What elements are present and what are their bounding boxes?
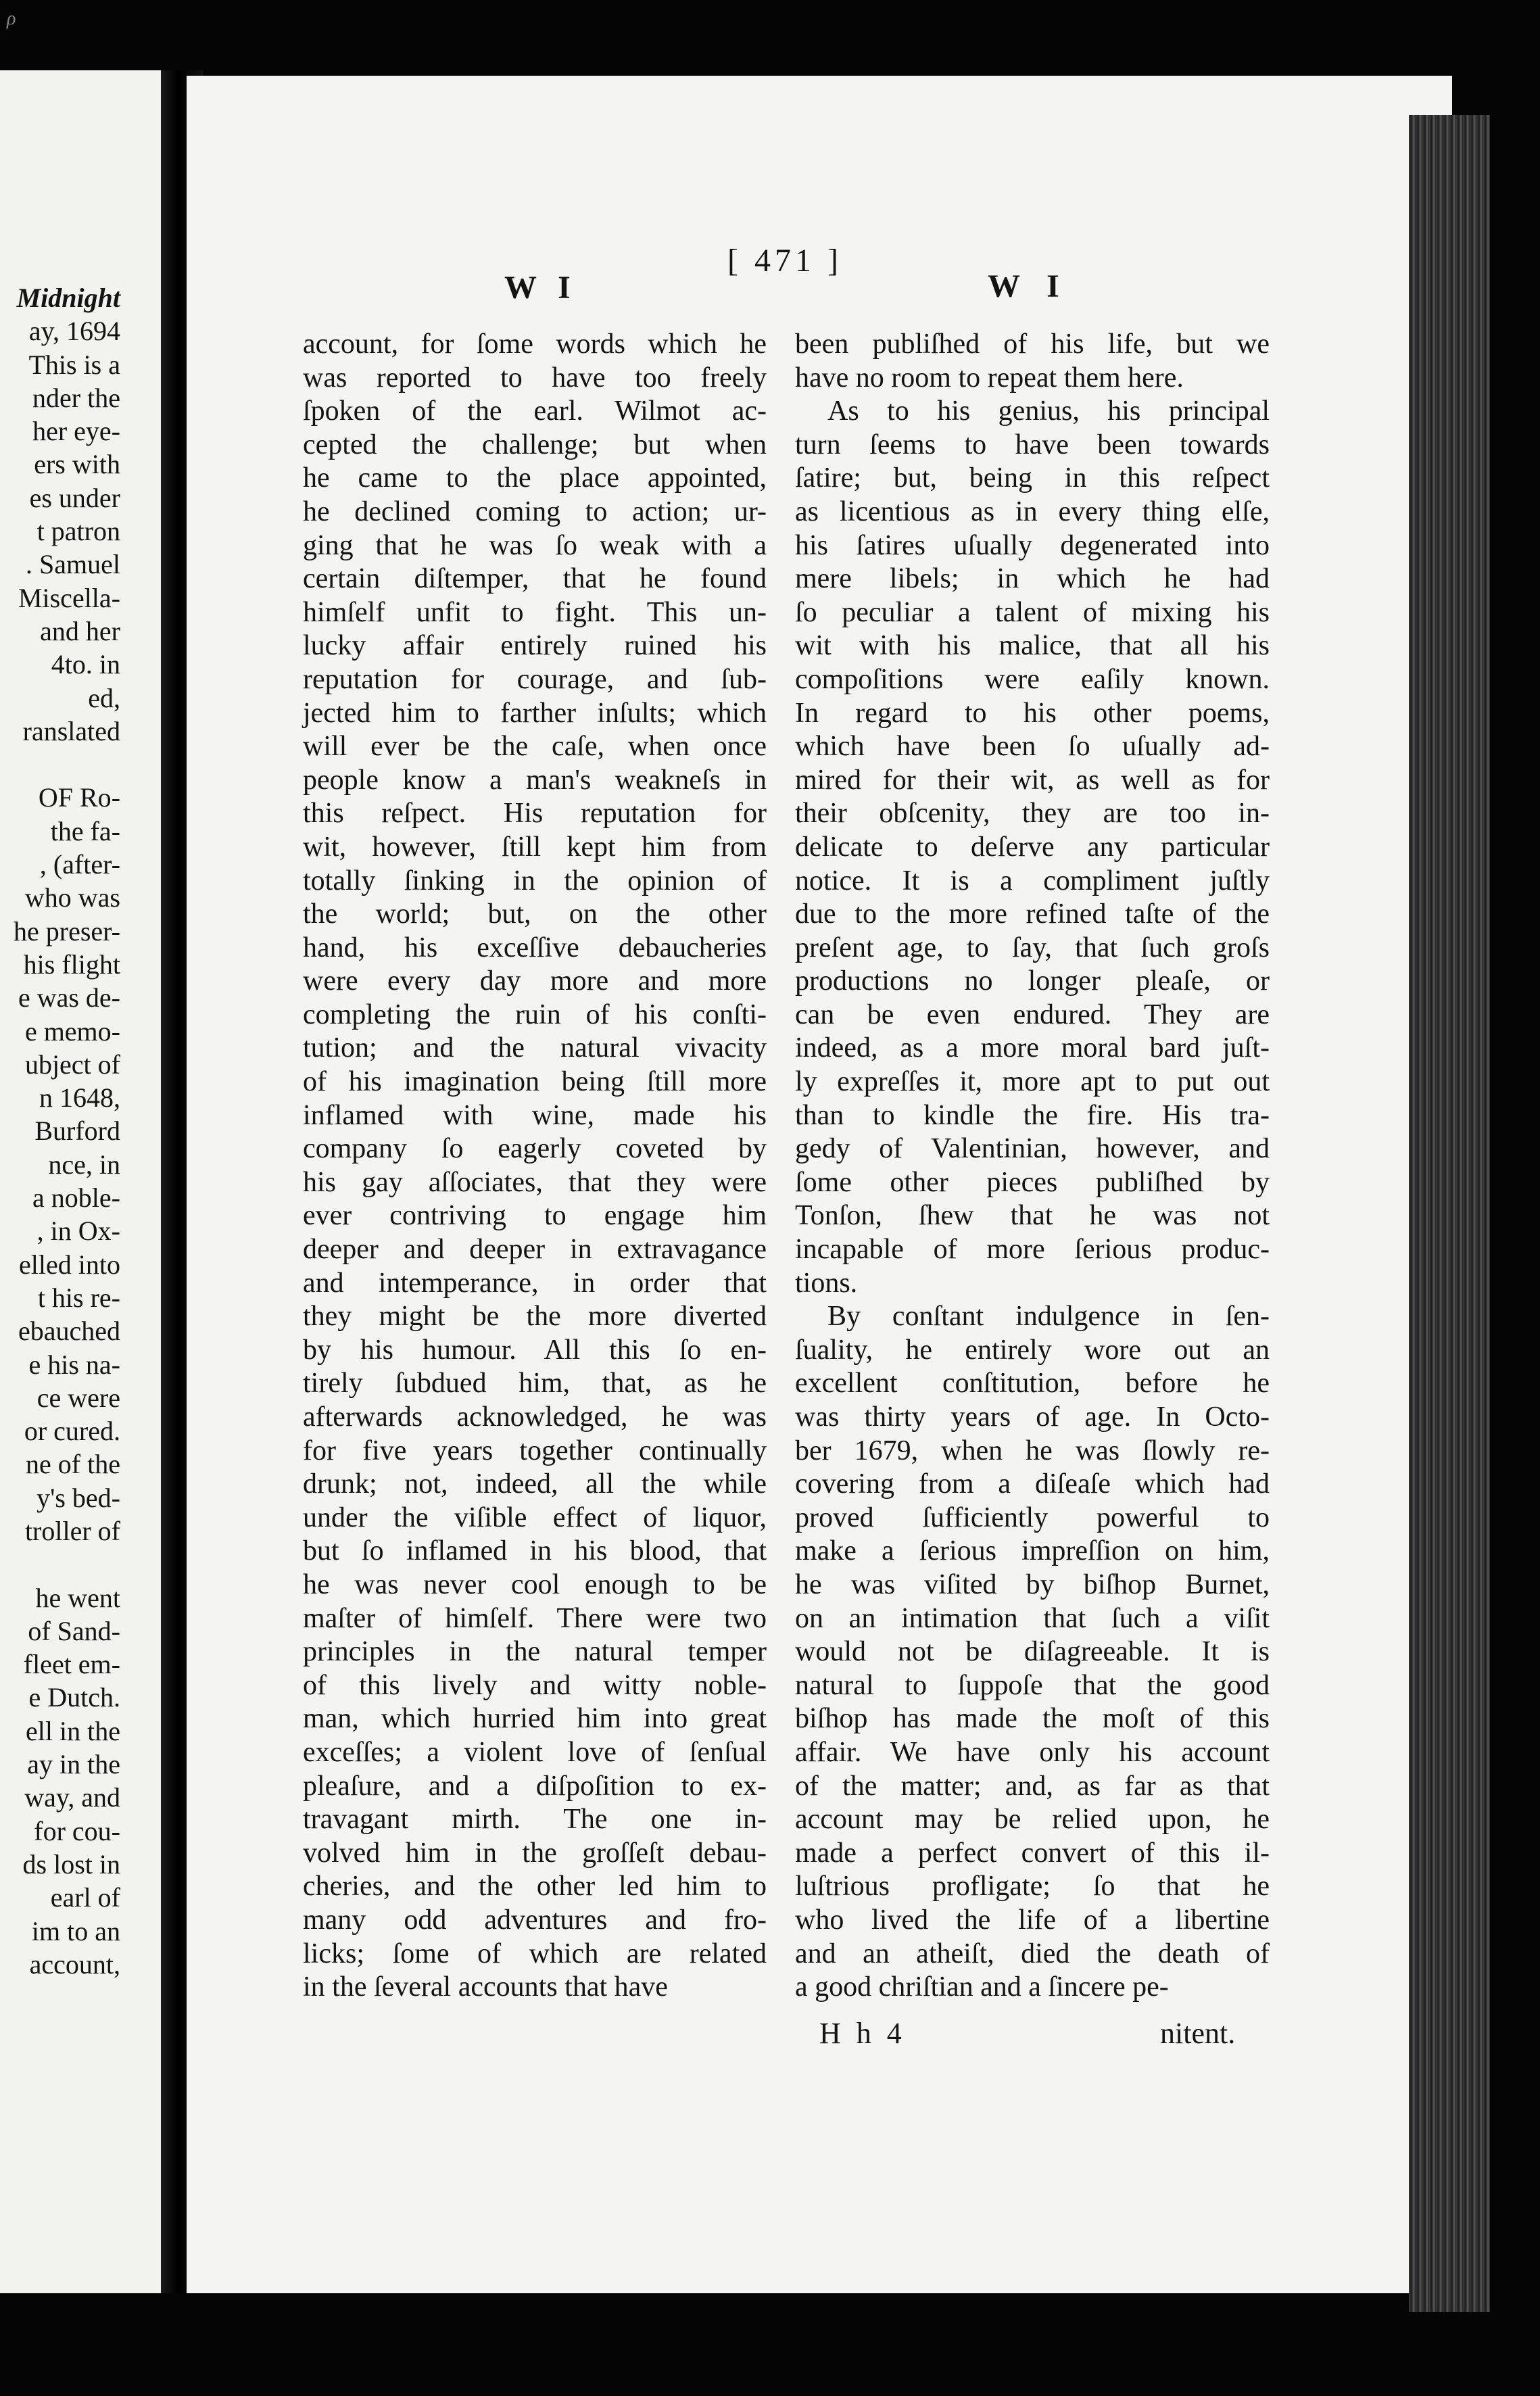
text-line: natural to ſuppoſe that the good [795, 1669, 1270, 1701]
signature-mark: H h 4 [819, 2017, 906, 2050]
text-line: certain diſtemper, that he found [303, 563, 767, 595]
text-line: himſelf unfit to fight. This un- [303, 596, 767, 628]
text-line: proved ſufficiently powerful to [795, 1502, 1270, 1533]
text-line: jected him to farther inſults; which [303, 697, 767, 729]
running-header [187, 230, 1452, 306]
text-line: on an intimation that ſuch a viſit [795, 1602, 1270, 1634]
previous-page-line: ay, 1694 [28, 316, 120, 347]
previous-page-line [0, 1548, 120, 1581]
text-line: In regard to his other poems, [795, 697, 1270, 729]
text-line: account may be relied upon, he [795, 1804, 1270, 1836]
text-line: he was never cool enough to be [303, 1568, 767, 1600]
text-line: luſtrious profligate; ſo that he [795, 1871, 1270, 1902]
text-line: his ſatires uſually degenerated into [795, 529, 1270, 561]
text-line: drunk; not, indeed, all the while [303, 1468, 767, 1500]
text-line: afterwards acknowledged, he was [303, 1401, 767, 1433]
previous-page-line: ds lost in [22, 1848, 120, 1879]
text-line: the world; but, on the other [303, 899, 767, 930]
text-line: cepted the challenge; but when [303, 429, 767, 460]
text-line: man, which hurried him into great [303, 1703, 767, 1735]
text-line: people know a man's weakneſs in [303, 764, 767, 796]
text-line: which have been ſo uſually ad- [795, 731, 1270, 763]
previous-page-line: elled into [19, 1249, 120, 1280]
previous-page-line: ed, [88, 682, 120, 713]
text-line: he declined coming to action; ur- [303, 496, 767, 527]
text-line: ſuality, he entirely wore out an [795, 1334, 1270, 1366]
text-line: mired for their wit, as well as for [795, 764, 1270, 796]
text-line: of his imagination being ſtill more [303, 1066, 767, 1098]
previous-page-line: . Samuel [26, 549, 120, 580]
previous-page-line: e Dutch. [28, 1682, 120, 1713]
previous-page-line: y's bed- [37, 1482, 120, 1513]
previous-page-line: , in Ox- [37, 1216, 120, 1247]
text-line: compoſitions were eaſily known. [795, 663, 1270, 695]
text-line: were every day more and more [303, 965, 767, 997]
text-line: account, for ſome words which he [303, 329, 767, 360]
text-line: been publiſhed of his life, but we [795, 329, 1270, 360]
text-line: principles in the natural temper [303, 1636, 767, 1668]
text-line: travagant mirth. The one in- [303, 1804, 767, 1836]
previous-page-line: e was de- [18, 982, 120, 1013]
text-line: reputation for courage, and ſub- [303, 663, 767, 695]
text-line: completing the ruin of his conſti- [303, 999, 767, 1030]
text-line: under the viſible effect of liquor, [303, 1502, 767, 1533]
text-line: ever contriving to engage him [303, 1200, 767, 1232]
text-line: by his humour. All this ſo en- [303, 1334, 767, 1366]
text-line: wit with his malice, that all his [795, 630, 1270, 662]
previous-page-line: he went [35, 1582, 120, 1613]
previous-page-line: es under [29, 482, 120, 513]
text-line: volved him in the groſſeſt debau- [303, 1837, 767, 1869]
text-line: and intemperance, in order that [303, 1267, 767, 1299]
text-line: ſo peculiar a talent of mixing his [795, 596, 1270, 628]
text-line: As to his genius, his principal [827, 396, 1270, 427]
previous-page-line: 4to. in [51, 649, 120, 680]
text-line: mere libels; in which he had [795, 563, 1270, 595]
text-line: gedy of Valentinian, however, and [795, 1133, 1270, 1165]
previous-page-line: her eye- [32, 416, 120, 447]
text-line: preſent age, to ſay, that ſuch groſs [795, 932, 1270, 963]
page-number: [ 471 ] [727, 243, 842, 279]
text-line: productions no longer pleaſe, or [795, 965, 1270, 997]
previous-page-line: This is a [28, 349, 120, 380]
previous-page-line: of Sand- [28, 1615, 120, 1646]
previous-page-line: e memo- [24, 1015, 120, 1047]
text-line: his gay aſſociates, that they were [303, 1166, 767, 1198]
text-line: totally ſinking in the opinion of [303, 865, 767, 896]
text-line: tirely ſubdued him, that, as he [303, 1368, 767, 1399]
left-headword: W I [504, 270, 577, 306]
right-text-column [795, 328, 1270, 2005]
text-line: in the ſeveral accounts that have [303, 1971, 668, 2003]
text-line: incapable of more ſerious produc- [795, 1234, 1270, 1266]
text-line: ly expreſſes it, more apt to put out [795, 1066, 1270, 1098]
page-edges [1409, 115, 1490, 2312]
previous-page-line: ne of the [26, 1449, 120, 1480]
previous-page-line: fleet em- [23, 1649, 120, 1680]
previous-page-line: for cou- [34, 1815, 120, 1846]
previous-page-line: the fa- [50, 815, 120, 846]
text-line: lucky affair entirely ruined his [303, 630, 767, 662]
text-line: due to the more refined taſte of the [795, 899, 1270, 930]
previous-page [0, 70, 187, 2293]
text-line: have no room to repeat them here. [795, 362, 1184, 393]
previous-page-line: ay in the [27, 1749, 120, 1780]
previous-page-line: and her [40, 615, 120, 646]
text-line: By conſtant indulgence in ſen- [827, 1301, 1270, 1333]
previous-page-line: ubject of [24, 1049, 120, 1080]
text-line: than to kindle the fire. His tra- [795, 1099, 1270, 1131]
previous-page-line: ell in the [26, 1715, 120, 1746]
text-line: make a ſerious impreſſion on him, [795, 1535, 1270, 1567]
text-line: would not be diſagreeable. It is [795, 1636, 1270, 1668]
previous-page-line: OF Ro- [38, 782, 120, 813]
previous-page-line: n 1648, [39, 1082, 120, 1113]
previous-page-line [0, 748, 120, 781]
text-line: they might be the more diverted [303, 1301, 767, 1333]
text-line: deeper and deeper in extravagance [303, 1234, 767, 1266]
text-line: affair. We have only his account [795, 1736, 1270, 1768]
text-line: for five years together continually [303, 1435, 767, 1466]
text-line: biſhop has made the moſt of this [795, 1703, 1270, 1735]
previous-page-line: who was [24, 882, 120, 913]
text-line: made a perfect convert of this il- [795, 1837, 1270, 1869]
previous-page-line: ce were [37, 1382, 120, 1413]
previous-page-line: ers with [34, 449, 120, 480]
text-line: was thirty years of age. In Octo- [795, 1401, 1270, 1433]
text-line: licks; ſome of which are related [303, 1938, 767, 1969]
text-line: delicate to deſerve any particular [795, 831, 1270, 863]
text-line: he was viſited by biſhop Burnet, [795, 1568, 1270, 1600]
previous-page-line: his flight [23, 949, 120, 980]
text-line: notice. It is a compliment juſtly [795, 865, 1270, 896]
text-line: Tonſon, ſhew that he was not [795, 1200, 1270, 1232]
text-line: maſter of himſelf. There were two [303, 1602, 767, 1634]
previous-page-line: earl of [50, 1882, 120, 1913]
previous-page-line: nder the [32, 382, 120, 413]
text-line: ging that he was ſo weak with a [303, 529, 767, 561]
text-line: of the matter; and, as far as that [795, 1770, 1270, 1802]
text-line: this reſpect. His reputation for [303, 798, 767, 830]
text-line: he came to the place appointed, [303, 462, 767, 494]
text-line: indeed, as a more moral bard juſt- [795, 1032, 1270, 1064]
text-line: covering from a diſeaſe which had [795, 1468, 1270, 1500]
previous-page-line: Midnight [16, 283, 120, 313]
text-line: excellent conſtitution, before he [795, 1368, 1270, 1399]
previous-page-line: Miscella- [18, 582, 120, 613]
previous-page-line: ebauched [18, 1316, 120, 1347]
text-line: cheries, and the other led him to [303, 1871, 767, 1902]
text-line: inflamed with wine, made his [303, 1099, 767, 1131]
text-line: ſpoken of the earl. Wilmot ac- [303, 396, 767, 427]
text-line: exceſſes; a violent love of ſenſual [303, 1736, 767, 1768]
text-line: and an atheiſt, died the death of [795, 1938, 1270, 1969]
text-line: ſatire; but, being in this reſpect [795, 462, 1270, 494]
text-line: of this lively and witty noble- [303, 1669, 767, 1701]
text-line: was reported to have too freely [303, 362, 767, 393]
left-text-column [303, 328, 767, 2005]
previous-page-line: account, [29, 1948, 120, 1980]
text-line: will ever be the caſe, when once [303, 731, 767, 763]
previous-page-text [0, 281, 120, 1981]
previous-page-line: e his na- [28, 1349, 120, 1380]
previous-page-line: ranslated [22, 715, 120, 746]
text-line: ber 1679, when he was ſlowly re- [795, 1435, 1270, 1466]
text-line: wit, however, ſtill kept him from [303, 831, 767, 863]
text-line: can be even endured. They are [795, 999, 1270, 1030]
previous-page-line: t his re- [37, 1282, 120, 1313]
text-line: as licentious as in every thing elſe, [795, 496, 1270, 527]
previous-page-line: t patron [37, 516, 120, 547]
text-line: their obſcenity, they are too in- [795, 798, 1270, 830]
text-line: tions. [795, 1267, 858, 1299]
previous-page-line: a noble- [32, 1182, 120, 1214]
text-line: company ſo eagerly coveted by [303, 1133, 767, 1165]
previous-page-line: he preser- [14, 915, 120, 947]
previous-page-line: im to an [31, 1915, 120, 1946]
text-line: many odd adventures and fro- [303, 1904, 767, 1936]
text-line: a good chriſtian and a ſincere pe- [795, 1971, 1169, 2003]
previous-page-line: way, and [24, 1782, 120, 1813]
text-line: hand, his exceſſive debaucheries [303, 932, 767, 963]
previous-page-line: , (after- [39, 849, 120, 880]
corner-mark: ρ [7, 8, 16, 29]
previous-page-line: Burford [34, 1116, 120, 1147]
text-line: but ſo inflamed in his blood, that [303, 1535, 767, 1567]
text-line: tution; and the natural vivacity [303, 1032, 767, 1064]
text-line: pleaſure, and a diſpoſition to ex- [303, 1770, 767, 1802]
previous-page-line: nce, in [48, 1149, 120, 1180]
catchword: nitent. [1160, 2017, 1236, 2050]
text-line: turn ſeems to have been towards [795, 429, 1270, 460]
previous-page-line: or cured. [24, 1416, 120, 1447]
text-line: ſome other pieces publiſhed by [795, 1166, 1270, 1198]
text-line: who lived the life of a libertine [795, 1904, 1270, 1936]
previous-page-line: troller of [24, 1515, 120, 1546]
right-headword: W I [988, 268, 1069, 304]
